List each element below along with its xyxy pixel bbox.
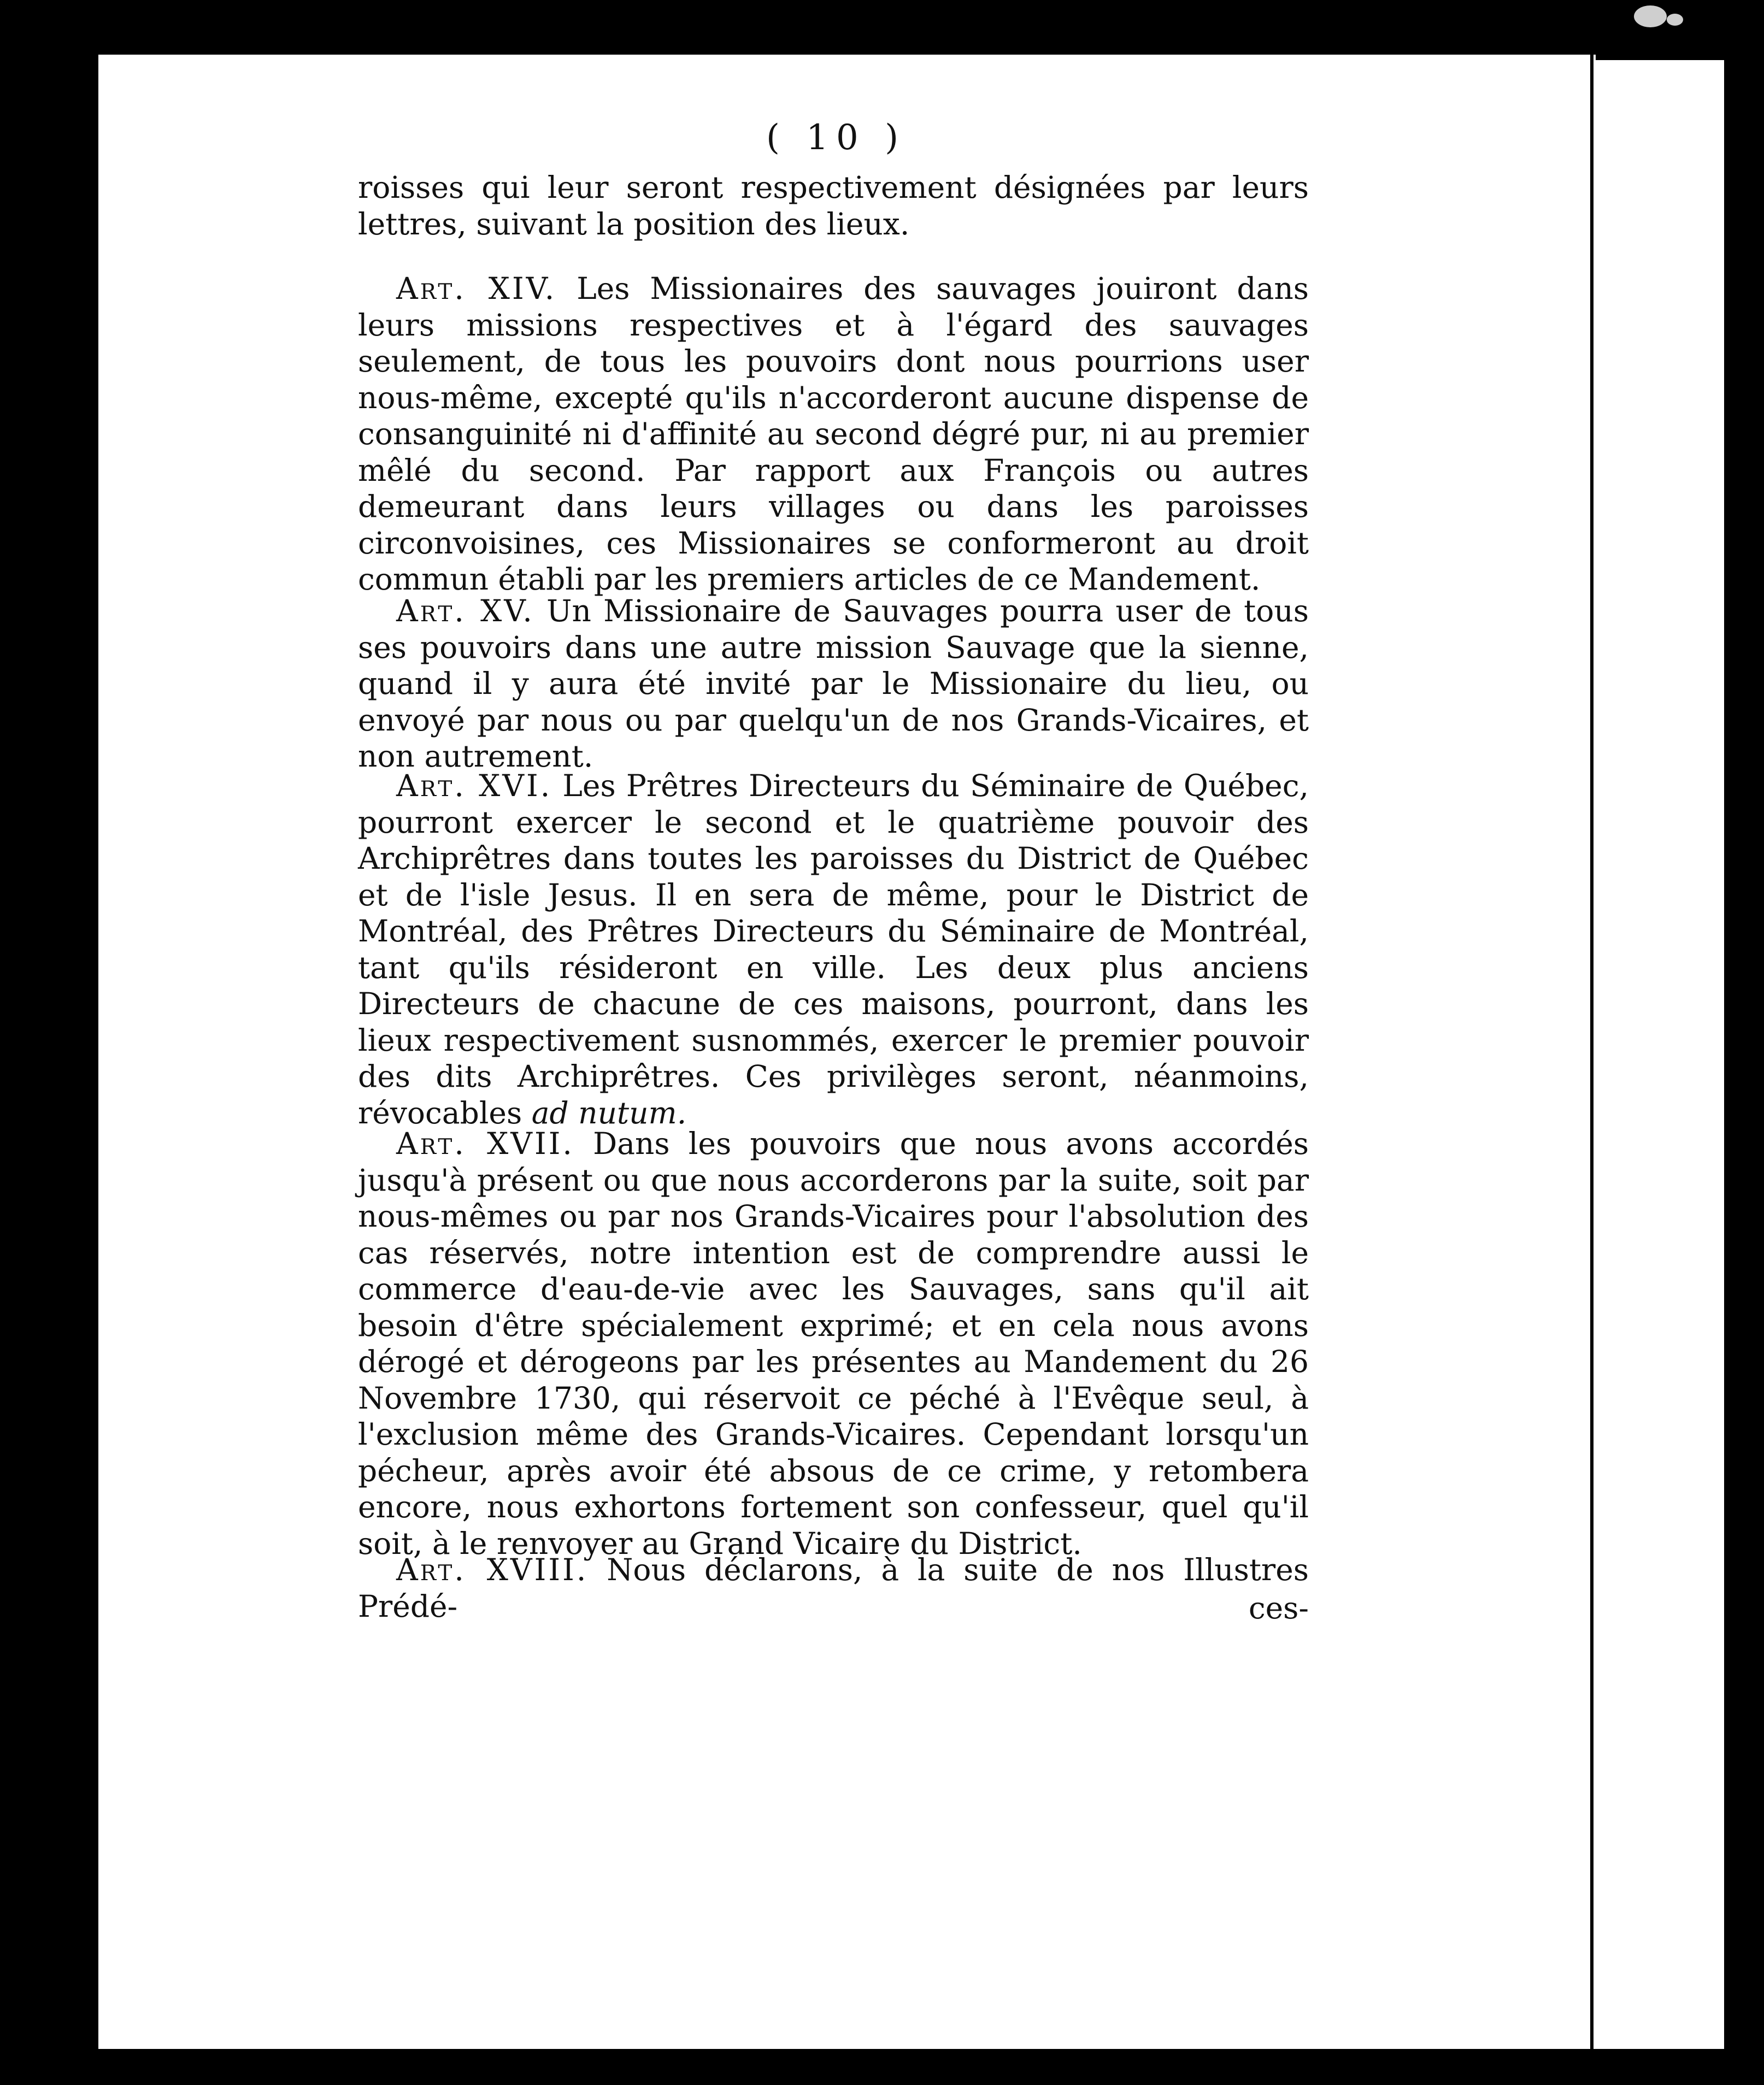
article-text: Les Missionaires des sauvages jouiront dans leurs missions respectives et à l'égard des sauvages seulement, de tous les pouvoirs dont nous pourrions user nous-même, excepté qu'ils n'accorderont aucune dispense de consanguinité ni d'affinité au second dégré pur, ni au premier mêlé du second. Par rapport aux François ou autres demeurant dans leurs villages ou dans les paroisses circonvoisines, ces Missionaires se conformeront au droit commun établi par les premiers articles de ce Mandement. — [358, 271, 1309, 597]
article-label: Art. XIV. — [396, 271, 557, 306]
article-label: Art. XVI. — [396, 768, 552, 803]
article-text: Nous déclarons, à la suite de nos Illustres Prédé- — [358, 1552, 1309, 1624]
article-xviii — [358, 1552, 1309, 1624]
article-text: Un Missionaire de Sauvages pourra user de tous ses pouvoirs dans une autre mission Sauvage que la sienne, quand il y aura été invité par le Missionaire du lieu, ou envoyé par nous ou par quelqu'un de nos Grands-Vicaires, et non autrement. — [358, 593, 1309, 774]
article-xvii — [358, 1126, 1309, 1562]
article-xv — [358, 593, 1309, 775]
article-xiv — [358, 270, 1309, 598]
paragraph-text: roisses qui leur seront respectivement désignées par leurs lettres, suivant la position des lieux. — [358, 170, 1309, 242]
article-label: Art. XV. — [396, 593, 534, 628]
page-fold-shadow — [1590, 55, 1594, 2049]
scan-speck — [1634, 5, 1667, 27]
continuation-paragraph — [358, 169, 1309, 242]
page-number: ( 10 ) — [766, 117, 907, 158]
article-text: Dans les pouvoirs que nous avons accordés jusqu'à présent ou que nous accorderons par la suite, soit par nous-mêmes ou par nos Grands-Vicaires pour l'absolution des cas réservés, notre intention est de comprendre aussi le commerce d'eau-de-vie avec les Sauvages, sans qu'il ait besoin d'être spécialement exprimé; et en cela nous avons dérogé et dérogeons par les présentes au Mandement du 26 Novembre 1730, qui réservoit ce péché à l'Evêque seul, à l'exclusion même des Grands-Vicaires. Cependant lorsqu'un pécheur, après avoir été absous de ce crime, y retombera encore, nous exhortons fortement son confesseur, quel qu'il soit, à le renvoyer au Grand Vicaire du District. — [358, 1126, 1309, 1561]
article-italic-tail: ad nutum. — [531, 1095, 687, 1130]
scan-speck — [1667, 14, 1683, 26]
facing-page-edge — [1596, 60, 1724, 2049]
catchword: ces- — [1248, 1591, 1309, 1625]
article-label: Art. XVII. — [396, 1126, 574, 1161]
article-text: Les Prêtres Directeurs du Séminaire de Québec, pourront exercer le second et le quatrième pouvoir des Archiprêtres dans toutes les paroisses du District de Québec et de l'isle Jesus. Il en sera de même, pour le District de Montréal, des Prêtres Directeurs du Séminaire de Montréal, tant qu'ils résideront en ville. Les deux plus anciens Directeurs de chacune de ces maisons, pourront, dans les lieux respectivement susnommés, exercer le premier pouvoir des dits Archiprêtres. Ces privilèges seront, néanmoins, révocables — [358, 768, 1309, 1130]
article-label: Art. XVIII. — [396, 1552, 589, 1587]
article-xvi — [358, 768, 1309, 1131]
